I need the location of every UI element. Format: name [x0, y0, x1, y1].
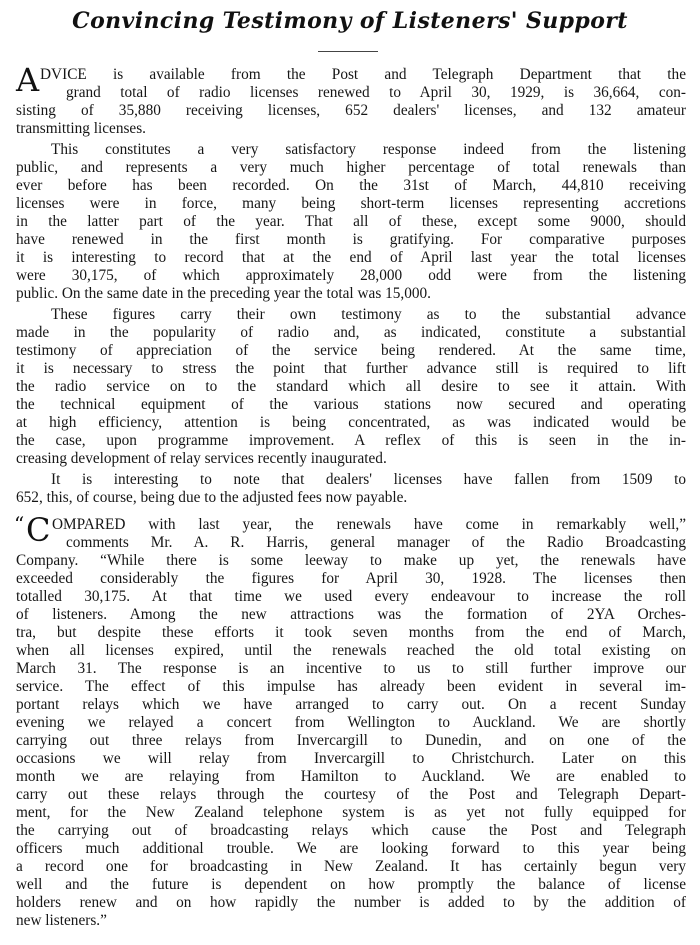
body-line: grand total of radio licenses renewed to April 30, 1929, is 36,664, con- [66, 84, 686, 101]
body-line: Company. “While there is some leeway to make up yet, the renewals have [16, 552, 686, 569]
body-line: OMPARED with last year, the renewals have come in remarkably well,” [52, 516, 686, 533]
body-line: It is interesting to note that dealers' licenses have fallen from 1509 to [51, 471, 686, 488]
open-quote-mark: “ [14, 512, 25, 536]
body-line: made in the popularity of radio and, as indicated, constitute a substantial [16, 324, 686, 341]
body-line: creasing development of relay services recently inaugurated. [16, 450, 387, 467]
body-line: at high efficiency, attention is being concentrated, as was indicated would be [16, 414, 686, 431]
body-line: portant relays which we have arranged to carry out. On a recent Sunday [16, 696, 686, 713]
body-line: were 30,175, of which approximately 28,000 odd were from the listening [16, 267, 686, 284]
body-line: 652, this, of course, being due to the adjusted fees now payable. [16, 489, 408, 506]
body-line: carrying out three relays from Invercargill to Dunedin, and on one of the [16, 732, 686, 749]
body-line: in the latter part of the year. That all of these, except some 9000, should [16, 213, 686, 230]
body-line: have renewed in the first month is gratifying. For comparative purposes [16, 231, 686, 248]
body-line: exceeded considerably the figures for April 30, 1928. The licenses then [16, 570, 686, 587]
body-line: holders renew and on how rapidly the number is added to by the addition of [16, 894, 686, 911]
body-line: testimony of appreciation of the service being rendered. At the same time, [16, 342, 686, 359]
body-line: March 31. The response is an incentive to us to still further improve our [16, 660, 686, 677]
body-line: it is necessary to stress the point that further advance still is required to lift [16, 360, 686, 377]
body-line: new listeners.” [16, 912, 107, 929]
body-line: when all licenses expired, until the renewals reached the old total existing on [16, 642, 686, 659]
drop-cap-a: A [16, 61, 40, 99]
body-line: the technical equipment of the various stations now secured and operating [16, 396, 686, 413]
body-line: tra, but despite these efforts it took seven months from the end of March, [16, 624, 686, 641]
body-line: the carrying out of broadcasting relays which cause the Post and Telegraph [16, 822, 686, 839]
body-line: officers much additional trouble. We are looking forward to this year being [16, 840, 686, 857]
body-line: totalled 30,175. At that time we used every endeavour to increase the roll [16, 588, 686, 605]
body-line: public, and represents a very much higher percentage of total renewals than [16, 159, 686, 176]
body-line: ment, for the New Zealand telephone system is as yet not fully equipped for [16, 804, 686, 821]
body-line: the radio service on to the standard which all desire to see it attain. With [16, 378, 686, 395]
body-line: a record one for broadcasting in New Zealand. It has certainly begun very [16, 858, 686, 875]
body-line: occasions we will relay from Invercargill to Christchurch. Later on this [16, 750, 686, 767]
article-headline: Convincing Testimony of Listeners' Support [72, 8, 628, 34]
body-line: of listeners. Among the new attractions was the formation of 2YA Orches- [16, 606, 686, 623]
body-line: well and the future is dependent on how promptly the balance of license [16, 876, 686, 893]
body-line: ever before has been recorded. On the 31st of March, 44,810 receiving [16, 177, 686, 194]
body-line: month we are relaying from Hamilton to Auckland. We are enabled to [16, 768, 686, 785]
body-line: sisting of 35,880 receiving licenses, 652 dealers' licenses, and 132 amateur [16, 102, 686, 119]
body-line: DVICE is available from the Post and Telegraph Department that the [40, 66, 686, 83]
headline-underline [318, 51, 378, 52]
body-line: service. The effect of this impulse has already been evident in several im- [16, 678, 686, 695]
body-line: the case, upon programme improvement. A reflex of this is seen in the in- [16, 432, 686, 449]
body-line: carry out these relays through the courtesy of the Post and Telegraph Depart- [16, 786, 686, 803]
body-line: transmitting licenses. [16, 120, 147, 137]
drop-cap-c: C [26, 511, 51, 549]
body-line: evening we relayed a concert from Wellington to Auckland. We are shortly [16, 714, 686, 731]
body-line: This constitutes a very satisfactory response indeed from the listening [51, 141, 686, 158]
body-line: it is interesting to record that at the end of April last year the total licenses [16, 249, 686, 266]
body-line: public. On the same date in the preceding year the total was 15,000. [16, 285, 432, 302]
body-line: These figures carry their own testimony as to the substantial advance [51, 306, 686, 323]
body-line: comments Mr. A. R. Harris, general manager of the Radio Broadcasting [66, 534, 686, 551]
body-line: licenses were in force, many being short-term licenses representing accretions [16, 195, 686, 212]
